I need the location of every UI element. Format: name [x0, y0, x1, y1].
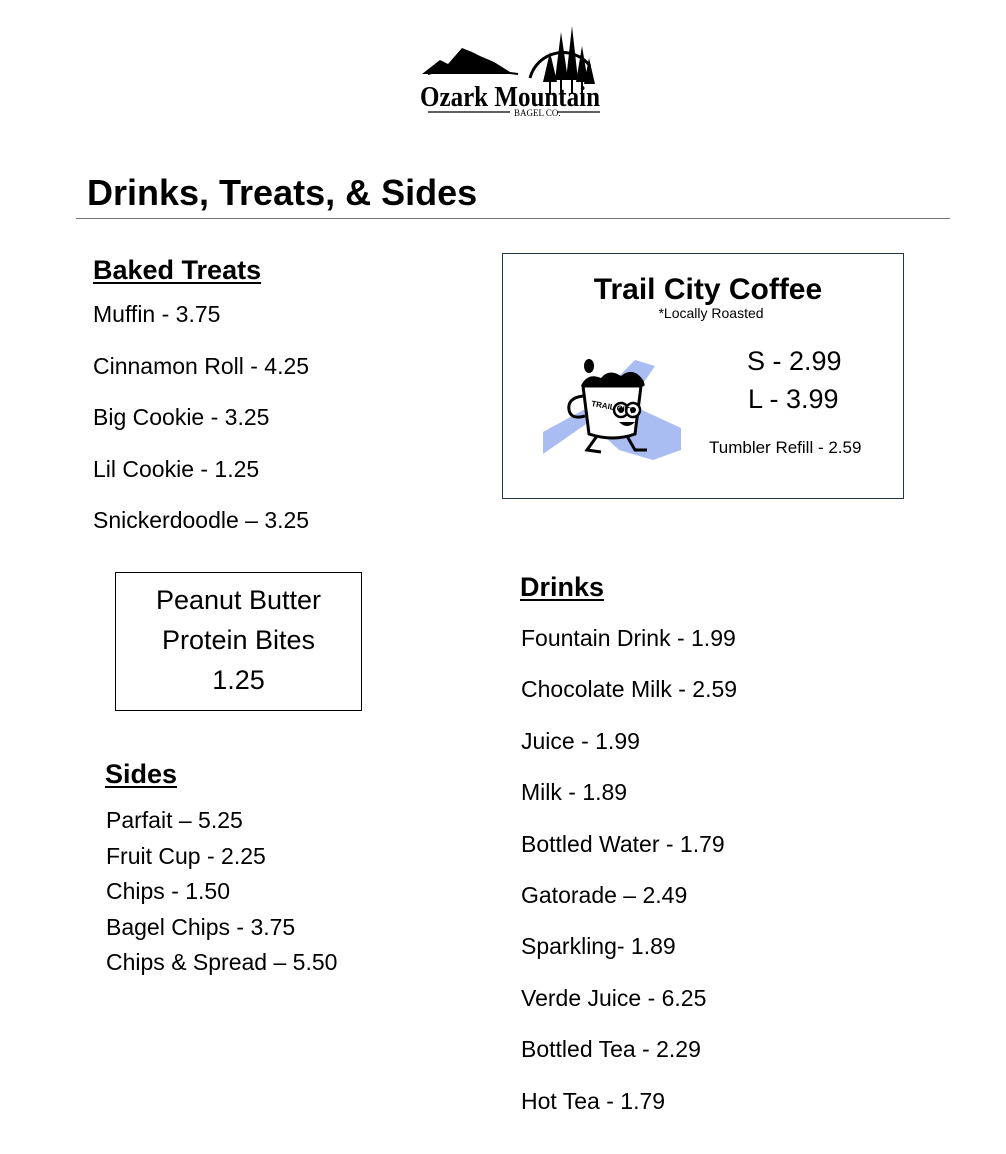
menu-item-snickerdoodle: Snickerdoodle – 3.25 — [93, 507, 310, 533]
menu-item-fruit-cup: Fruit Cup - 2.25 — [106, 842, 266, 869]
title-divider — [76, 218, 950, 219]
coffee-large-price: L - 3.99 — [748, 384, 839, 414]
logo-subtitle: BAGEL CO. — [514, 108, 561, 118]
menu-item-verde-juice: Verde Juice - 6.25 — [521, 984, 707, 1011]
menu-item-bottled-water: Bottled Water - 1.79 — [521, 830, 725, 857]
menu-item-lil-cookie: Lil Cookie - 1.25 — [93, 455, 260, 482]
menu-item-chips: Chips - 1.50 — [106, 878, 231, 904]
drinks-list — [521, 624, 737, 1138]
peanut-butter-bites-box — [115, 572, 362, 711]
baked-treats-list — [93, 300, 309, 558]
coffee-small-price: S - 2.99 — [747, 346, 842, 376]
menu-item-hot-tea: Hot Tea - 1.79 — [521, 1087, 666, 1114]
coffee-title: Trail City Coffee — [593, 273, 823, 306]
coffee-cup-mascot-icon — [543, 352, 683, 462]
pb-price: 1.25 — [212, 665, 265, 695]
menu-item-muffin: Muffin - 3.75 — [93, 301, 221, 327]
ozark-mountain-logo — [418, 22, 604, 118]
page-title: Drinks, Treats, & Sides — [87, 172, 478, 213]
menu-item-cinnamon-roll: Cinnamon Roll - 4.25 — [93, 352, 310, 379]
menu-item-parfait: Parfait – 5.25 — [106, 807, 243, 833]
sides-heading: Sides — [105, 759, 178, 789]
coffee-note: *Locally Roasted — [658, 305, 764, 321]
drinks-heading: Drinks — [520, 572, 605, 602]
pb-line-2: Protein Bites — [161, 625, 316, 655]
sides-list — [106, 805, 337, 983]
baked-treats-heading: Baked Treats — [93, 255, 262, 285]
menu-item-bottled-tea: Bottled Tea - 2.29 — [521, 1036, 701, 1063]
menu-item-chips-and-spread: Chips & Spread – 5.50 — [106, 949, 338, 975]
mascot-cup-text: TRAIL CITY — [590, 399, 636, 416]
menu-item-milk: Milk - 1.89 — [521, 779, 628, 806]
menu-item-juice: Juice - 1.99 — [521, 727, 640, 754]
menu-item-chocolate-milk: Chocolate Milk - 2.59 — [521, 676, 738, 703]
menu-item-big-cookie: Big Cookie - 3.25 — [93, 404, 270, 430]
logo-wordmark: Ozark Mountain — [420, 81, 600, 113]
menu-item-fountain-drink: Fountain Drink - 1.99 — [521, 625, 736, 651]
trail-city-coffee-box — [502, 253, 904, 499]
coffee-tumbler-refill: Tumbler Refill - 2.59 — [709, 438, 862, 457]
pb-line-1: Peanut Butter — [155, 585, 322, 615]
menu-item-gatorade: Gatorade – 2.49 — [521, 881, 688, 908]
menu-item-bagel-chips: Bagel Chips - 3.75 — [106, 913, 296, 940]
menu-item-sparkling: Sparkling- 1.89 — [521, 933, 676, 960]
